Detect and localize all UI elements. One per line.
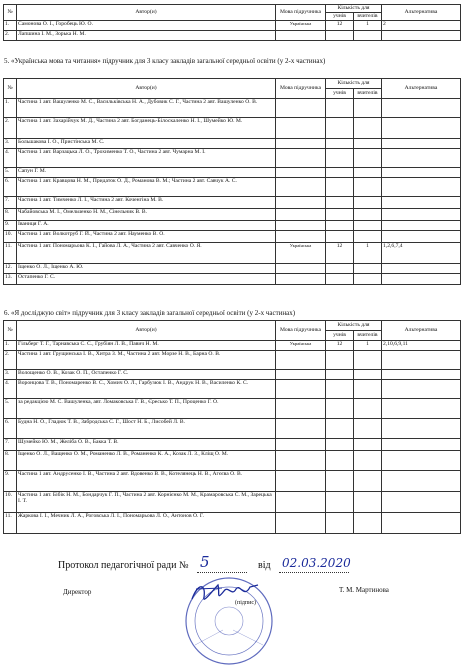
row-pupils	[326, 351, 354, 370]
row-language	[276, 231, 326, 243]
section-6-title: 6. «Я досліджую світ» підручник для 3 класу закладів загальної середньої освіти (у 2-х частинах)	[4, 309, 296, 317]
row-teachers	[354, 99, 382, 118]
protocol-number: 5	[200, 553, 210, 571]
row-author: Частина 1 авт. Волкотруб Г. Й., Частина 2 авт. Науменко В. О.	[17, 231, 276, 243]
col-teachers: вчителів	[354, 331, 382, 341]
row-language	[276, 380, 326, 399]
row-author: Частина 1 авт. Пономарьова К. І., Гайова Л. А., Частина 2 авт. Савченко О. Я.	[17, 243, 276, 264]
row-language	[276, 168, 326, 178]
table-row	[4, 439, 461, 451]
row-number: 1.	[4, 341, 17, 351]
row-alternative	[382, 451, 461, 471]
row-alternative	[382, 513, 461, 534]
row-teachers	[354, 264, 382, 274]
row-teachers	[354, 380, 382, 399]
row-teachers	[354, 274, 382, 285]
row-teachers	[354, 231, 382, 243]
row-number: 8.	[4, 451, 17, 471]
row-pupils	[326, 274, 354, 285]
row-author: Большакова І. О., Пристінська М. С.	[17, 139, 276, 149]
top-table	[3, 4, 461, 41]
row-pupils	[326, 149, 354, 168]
row-alternative: 2	[382, 21, 461, 31]
col-num: №	[4, 79, 17, 99]
col-author: Автор(и)	[17, 79, 276, 99]
row-author: Частина 1 авт. Кравцова Н. М., Придаток О. Д., Романова В. М.; Частина 2 авт. Савчук А. С.	[17, 178, 276, 197]
row-alternative: 1,2,6,7,4	[382, 243, 461, 264]
row-teachers	[354, 221, 382, 231]
row-author: Частина 1 авт. Варзацька Л. О., Трохименко Т. О., Частина 2 авт. Чумарна М. І.	[17, 149, 276, 168]
row-language	[276, 274, 326, 285]
table-row	[4, 178, 461, 197]
director-label: Директор	[63, 588, 92, 596]
row-teachers	[354, 419, 382, 439]
row-alternative	[382, 439, 461, 451]
table-row	[4, 168, 461, 178]
row-language	[276, 99, 326, 118]
row-number: 7.	[4, 439, 17, 451]
row-pupils: 12	[326, 21, 354, 31]
row-language	[276, 439, 326, 451]
row-pupils	[326, 439, 354, 451]
row-language	[276, 351, 326, 370]
row-teachers	[354, 439, 382, 451]
col-alt: Альтернатива	[382, 5, 461, 21]
row-alternative	[382, 149, 461, 168]
col-teachers: вчителів	[354, 89, 382, 99]
row-alternative	[382, 197, 461, 209]
row-author: Остапенко Г. С.	[17, 274, 276, 285]
col-qty: Кількість для	[326, 321, 382, 331]
row-author: Частина 1 авт. Бібік Н. М., Бондарчук Г. П., Частина 2 авт. Корнієнко М. М., Крамаровська С. М., Зарецька І. Т.	[17, 492, 276, 513]
table-row	[4, 513, 461, 534]
row-number: 9.	[4, 221, 17, 231]
row-pupils	[326, 31, 354, 41]
col-alt: Альтернатива	[382, 321, 461, 341]
table-row	[4, 471, 461, 492]
row-number: 3.	[4, 370, 17, 380]
col-lang: Мова підручника	[276, 79, 326, 99]
row-author: Іщенко О. Л., Ващенко О. М., Романенко Л. В., Романенко К. А., Козак Л. З., Кліщ О. М.	[17, 451, 276, 471]
protocol-label: Протокол педагогічної ради №	[58, 560, 189, 571]
director-name: Т. М. Мартинова	[339, 586, 389, 594]
row-pupils	[326, 221, 354, 231]
table-row	[4, 221, 461, 231]
row-teachers	[354, 471, 382, 492]
row-pupils	[326, 99, 354, 118]
protocol-date: 02.03.2020	[282, 556, 351, 570]
row-pupils	[326, 168, 354, 178]
row-alternative	[382, 221, 461, 231]
row-pupils: 12	[326, 243, 354, 264]
section-5-table	[3, 78, 461, 285]
table-row	[4, 118, 461, 139]
table-row	[4, 492, 461, 513]
row-number: 4.	[4, 380, 17, 399]
row-alternative	[382, 118, 461, 139]
table-row	[4, 149, 461, 168]
table-row	[4, 231, 461, 243]
col-lang: Мова підручника	[276, 321, 326, 341]
row-pupils	[326, 178, 354, 197]
row-alternative	[382, 178, 461, 197]
col-num: №	[4, 321, 17, 341]
row-pupils	[326, 380, 354, 399]
row-pupils	[326, 197, 354, 209]
row-pupils	[326, 209, 354, 221]
row-pupils	[326, 118, 354, 139]
row-alternative	[382, 471, 461, 492]
row-language	[276, 149, 326, 168]
table-row	[4, 399, 461, 419]
row-author: Волощенко О. В., Козак О. П., Остапенко Г. С.	[17, 370, 276, 380]
col-qty: Кількість для	[326, 79, 382, 89]
row-number: 2.	[4, 118, 17, 139]
row-pupils	[326, 370, 354, 380]
row-teachers	[354, 149, 382, 168]
table-row	[4, 370, 461, 380]
table-row	[4, 274, 461, 285]
row-alternative	[382, 231, 461, 243]
table-row	[4, 351, 461, 370]
protocol-from: від	[258, 560, 271, 571]
row-author: Частина 1 авт. Андрусенко І. В., Частина 2 авт. Вдовенко В. В., Котелянець Н. В., Агєєва О. В.	[17, 471, 276, 492]
row-pupils: 12	[326, 341, 354, 351]
row-author: Частина 1 авт. Захарійчук М. Д., Частина 2 авт. Богданець-Білоскаленко Н. І., Шумейко Ю. М.	[17, 118, 276, 139]
row-alternative	[382, 99, 461, 118]
col-pupils: учнів	[326, 331, 354, 341]
row-author: Будна Н. О., Гладюк Т. В., Забродська С. Г., Шост Н. Б., Лисобей Л. В.	[17, 419, 276, 439]
row-number: 10.	[4, 492, 17, 513]
row-author: Сапун Г. М.	[17, 168, 276, 178]
row-language: Українська	[276, 21, 326, 31]
row-language	[276, 264, 326, 274]
row-alternative	[382, 370, 461, 380]
row-language: Українська	[276, 341, 326, 351]
row-language	[276, 399, 326, 419]
col-pupils: учнів	[326, 89, 354, 99]
row-number: 12.	[4, 264, 17, 274]
row-pupils	[326, 231, 354, 243]
row-author: Іваниця Г. А.	[17, 221, 276, 231]
row-pupils	[326, 399, 354, 419]
row-pupils	[326, 451, 354, 471]
row-alternative	[382, 209, 461, 221]
row-pupils	[326, 492, 354, 513]
row-teachers	[354, 118, 382, 139]
row-number: 5.	[4, 399, 17, 419]
row-language	[276, 513, 326, 534]
table-row	[4, 264, 461, 274]
row-author: Частина 1 авт. Грущинська І. В., Хитра З. М., Частина 2 авт. Морзе Н. В., Барна О. В.	[17, 351, 276, 370]
row-teachers	[354, 139, 382, 149]
row-alternative	[382, 168, 461, 178]
row-author: Частина 1 авт. Вашуленко М. С., Васильківська Н. А., Дубовик С. Г., Частина 2 авт. Вашуленко О. В.	[17, 99, 276, 118]
table-row	[4, 139, 461, 149]
row-teachers	[354, 31, 382, 41]
row-number: 7.	[4, 197, 17, 209]
table-row	[4, 341, 461, 351]
row-language	[276, 370, 326, 380]
row-alternative	[382, 274, 461, 285]
row-alternative	[382, 380, 461, 399]
row-pupils	[326, 471, 354, 492]
row-pupils	[326, 264, 354, 274]
table-row	[4, 209, 461, 221]
row-language	[276, 209, 326, 221]
row-alternative	[382, 419, 461, 439]
row-language	[276, 492, 326, 513]
row-author: Жаркова І. І., Мечник Л. А., Роговська Л. І., Пономарьова Л. О., Антонов О. Г.	[17, 513, 276, 534]
row-language: Українська	[276, 243, 326, 264]
row-number: 3.	[4, 139, 17, 149]
table-row	[4, 451, 461, 471]
row-language	[276, 221, 326, 231]
table-row	[4, 243, 461, 264]
row-number: 10.	[4, 231, 17, 243]
section-6-table	[3, 320, 461, 534]
row-pupils	[326, 513, 354, 534]
row-pupils	[326, 139, 354, 149]
row-alternative	[382, 351, 461, 370]
row-alternative	[382, 264, 461, 274]
row-pupils	[326, 419, 354, 439]
col-lang: Мова підручника	[276, 5, 326, 21]
row-author: Воронцова Т. В., Пономаренко В. С., Хомич О. Л., Гарбузюк І. В., Андрук Н. В., Василенко К. С.	[17, 380, 276, 399]
table-row	[4, 380, 461, 399]
row-language	[276, 139, 326, 149]
row-number: 1.	[4, 99, 17, 118]
row-language	[276, 31, 326, 41]
row-teachers	[354, 168, 382, 178]
row-language	[276, 118, 326, 139]
row-author: за редакцією М. С. Вашуленка, авт. Ломаковська Г. В., Єресько Т. П., Проценко Г. О.	[17, 399, 276, 419]
row-teachers	[354, 351, 382, 370]
row-alternative	[382, 399, 461, 419]
row-language	[276, 178, 326, 197]
col-num: №	[4, 5, 17, 21]
col-author: Автор(и)	[17, 321, 276, 341]
row-number: 11.	[4, 513, 17, 534]
col-alt: Альтернатива	[382, 79, 461, 99]
col-author: Автор(и)	[17, 5, 276, 21]
row-number: 11.	[4, 243, 17, 264]
row-number: 5.	[4, 168, 17, 178]
row-teachers: 1	[354, 243, 382, 264]
table-row	[4, 419, 461, 439]
col-pupils: учнів	[326, 13, 354, 21]
table-row	[4, 197, 461, 209]
row-teachers	[354, 399, 382, 419]
row-alternative	[382, 492, 461, 513]
row-author: Частина 1 авт. Тимченко Л. І., Частина 2 авт. Коченгіна М. В.	[17, 197, 276, 209]
row-number: 6.	[4, 178, 17, 197]
row-number: 8.	[4, 209, 17, 221]
row-teachers	[354, 370, 382, 380]
col-teachers: вчителів	[354, 13, 382, 21]
row-language	[276, 451, 326, 471]
row-language	[276, 419, 326, 439]
row-number: 13.	[4, 274, 17, 285]
row-alternative	[382, 139, 461, 149]
row-teachers	[354, 178, 382, 197]
section-5-title: 5. «Українська мова та читання» підручник для 3 класу закладів загальної середньої освіти (у 2-х частинах)	[4, 57, 326, 65]
row-author: Чабайовська М. І., Омельченко Н. М., Сінельник В. В.	[17, 209, 276, 221]
row-alternative: 2,10,6,9,11	[382, 341, 461, 351]
table-row	[4, 31, 461, 41]
row-teachers	[354, 197, 382, 209]
signature-caption: (підпис)	[235, 600, 257, 606]
row-teachers: 1	[354, 21, 382, 31]
row-number: 1.	[4, 21, 17, 31]
row-author: Іщенко О. Л., Іщенко А. Ю.	[17, 264, 276, 274]
row-number: 2.	[4, 351, 17, 370]
row-author: Гільберг Т. Г., Тарнавська С. С., Грубіян Л. В., Павич Н. М.	[17, 341, 276, 351]
row-author: Лапшина І. М., Зорька Н. М.	[17, 31, 276, 41]
row-teachers: 1	[354, 341, 382, 351]
row-teachers	[354, 513, 382, 534]
row-teachers	[354, 492, 382, 513]
row-language	[276, 471, 326, 492]
row-number: 2.	[4, 31, 17, 41]
row-number: 4.	[4, 149, 17, 168]
row-number: 6.	[4, 419, 17, 439]
row-author: Самонова О. І., Горобець Ю. О.	[17, 21, 276, 31]
row-language	[276, 197, 326, 209]
col-qty: Кількість для	[326, 5, 382, 13]
table-row	[4, 99, 461, 118]
table-row	[4, 21, 461, 31]
row-teachers	[354, 209, 382, 221]
row-teachers	[354, 451, 382, 471]
row-alternative	[382, 31, 461, 41]
row-number: 9.	[4, 471, 17, 492]
row-author: Шумейко Ю. М., Желіба О. В., Бакка Т. В.	[17, 439, 276, 451]
